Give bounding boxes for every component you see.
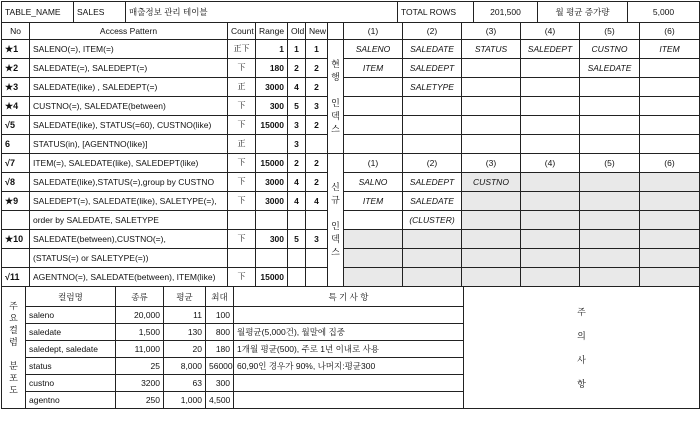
new-index-cell	[344, 249, 403, 268]
label-char: 포	[9, 372, 18, 383]
pattern-range: 3000	[256, 192, 288, 211]
pattern-range: 3000	[256, 78, 288, 97]
table-name-label: TABLE_NAME	[2, 2, 74, 23]
pattern-text: SALEDATE(like),STATUS(=),group by CUSTNO	[30, 173, 228, 192]
new-index-cell	[580, 249, 640, 268]
pattern-old: 3	[288, 116, 306, 135]
pattern-count: 正下	[228, 40, 256, 59]
current-index-cell: ITEM	[640, 40, 700, 59]
pattern-text: SALEDATE(between),CUSTNO(=),	[30, 230, 228, 249]
pattern-text: SALEDEPT(=), SALEDATE(like), SALETYPE(=),	[30, 192, 228, 211]
pattern-text: (STATUS(=) or SALETYPE(=))	[30, 249, 228, 268]
col-old: Old	[288, 23, 306, 40]
new-index-cell	[580, 211, 640, 230]
new-index-cell: CUSTNO	[462, 173, 521, 192]
new-index-cell	[521, 249, 580, 268]
label-char	[464, 366, 699, 378]
pattern-new: 2	[306, 59, 328, 78]
pattern-text: SALEDATE(like), STATUS(=60), CUSTNO(like)	[30, 116, 228, 135]
dist-col-column: 컬럼명	[26, 287, 116, 307]
pattern-old: 5	[288, 230, 306, 249]
pattern-no: ★2	[2, 59, 30, 78]
new-index-cell: (CLUSTER)	[403, 211, 462, 230]
new-index-cell	[580, 268, 640, 287]
dist-column: custno	[26, 375, 116, 392]
dist-kinds: 11,000	[116, 341, 164, 358]
dist-max: 100	[206, 307, 234, 324]
pattern-new: 2	[306, 78, 328, 97]
label-char	[464, 342, 699, 354]
pattern-old: 4	[288, 78, 306, 97]
label-char: 인	[331, 221, 340, 231]
dist-kinds: 25	[116, 358, 164, 375]
pattern-text: AGENTNO(=), SALEDATE(between), ITEM(like)	[30, 268, 228, 287]
label-char: 스	[331, 123, 340, 134]
current-index-cell	[580, 78, 640, 97]
distribution-header-row	[2, 287, 700, 307]
table-name-value: SALES	[74, 2, 126, 23]
pattern-row	[2, 78, 700, 97]
pattern-old: 4	[288, 173, 306, 192]
dist-column: saledate	[26, 324, 116, 341]
pattern-count: 下	[228, 154, 256, 173]
dist-avg: 1,000	[164, 392, 206, 409]
current-index-cell	[462, 116, 521, 135]
pattern-row	[2, 59, 700, 78]
label-char: 덱	[331, 234, 340, 244]
new-index-cell: SALEDATE	[403, 192, 462, 211]
monthly-growth-label: 월 평균 증가량	[538, 2, 628, 23]
dist-note	[234, 307, 464, 324]
pattern-count: 正	[228, 135, 256, 154]
dist-kinds: 1,500	[116, 324, 164, 341]
label-char: 현	[331, 58, 340, 69]
pattern-text: STATUS(in), [AGENTNO(like)]	[30, 135, 228, 154]
dist-note: 60,90인 경우가 90%, 나머지:평균300	[234, 358, 464, 375]
current-index-cell: SALENO	[344, 40, 403, 59]
dist-avg: 130	[164, 324, 206, 341]
new-index-cell	[640, 173, 700, 192]
label-char	[328, 207, 343, 220]
new-index-cell	[462, 249, 521, 268]
pattern-range: 180	[256, 59, 288, 78]
pattern-row	[2, 116, 700, 135]
col-new: New	[306, 23, 328, 40]
new-index-cell	[521, 211, 580, 230]
dist-col-max: 최대	[206, 287, 234, 307]
pattern-new: 1	[306, 40, 328, 59]
current-index-cell	[403, 135, 462, 154]
current-index-cell	[521, 116, 580, 135]
dist-note	[234, 375, 464, 392]
dist-kinds: 20,000	[116, 307, 164, 324]
label-char: 분	[9, 360, 18, 371]
access-pattern-table	[1, 22, 700, 287]
dist-kinds: 250	[116, 392, 164, 409]
pattern-row	[2, 154, 700, 173]
current-index-cell	[462, 59, 521, 78]
current-index-cell	[344, 78, 403, 97]
new-index-cell	[521, 268, 580, 287]
pattern-text: ITEM(=), SALEDATE(like), SALEDEPT(like)	[30, 154, 228, 173]
new-index-cell	[521, 192, 580, 211]
current-index-cell	[462, 135, 521, 154]
label-char	[2, 348, 25, 360]
current-index-cell: SALEDATE	[403, 40, 462, 59]
pattern-row	[2, 268, 700, 287]
pattern-new	[306, 268, 328, 287]
label-char: 사	[577, 354, 586, 365]
dist-max: 300	[206, 375, 234, 392]
current-index-cell	[640, 116, 700, 135]
label-char: 컬	[9, 324, 18, 335]
new-index-cell	[462, 268, 521, 287]
new-index-header: (2)	[403, 154, 462, 173]
new-index-header: (1)	[344, 154, 403, 173]
pattern-old: 5	[288, 97, 306, 116]
pattern-new: 3	[306, 97, 328, 116]
pattern-new	[306, 135, 328, 154]
pattern-range: 15000	[256, 268, 288, 287]
total-rows-value: 201,500	[474, 2, 538, 23]
current-index-cell	[462, 78, 521, 97]
pattern-old: 2	[288, 59, 306, 78]
label-char: 항	[577, 378, 586, 389]
dist-col-avg: 평균	[164, 287, 206, 307]
current-index-cell	[580, 135, 640, 154]
col-idx-2: (2)	[403, 23, 462, 40]
dist-avg: 63	[164, 375, 206, 392]
dist-avg: 8,000	[164, 358, 206, 375]
pattern-new: 2	[306, 173, 328, 192]
dist-kinds: 3200	[116, 375, 164, 392]
pattern-range	[256, 249, 288, 268]
pattern-no: ★3	[2, 78, 30, 97]
label-char: 도	[9, 384, 18, 395]
table-description: 매출정보 관리 테이블	[126, 2, 398, 23]
label-char: 덱	[331, 110, 340, 121]
dist-column: status	[26, 358, 116, 375]
pattern-row	[2, 211, 700, 230]
new-index-label	[328, 154, 344, 287]
pattern-text: SALENO(=), ITEM(=)	[30, 40, 228, 59]
pattern-text: CUSTNO(=), SALEDATE(between)	[30, 97, 228, 116]
pattern-no	[2, 211, 30, 230]
new-index-header: (3)	[462, 154, 521, 173]
header-table	[1, 1, 700, 23]
pattern-old: 1	[288, 40, 306, 59]
current-index-cell: CUSTNO	[580, 40, 640, 59]
col-access-pattern: Access Pattern	[30, 23, 228, 40]
current-index-cell	[521, 97, 580, 116]
label-char: 규	[331, 195, 340, 205]
pattern-text: SALEDATE(like) , SALEDEPT(=)	[30, 78, 228, 97]
pattern-range: 15000	[256, 154, 288, 173]
current-index-cell: SALEDATE	[580, 59, 640, 78]
col-spacer	[328, 23, 344, 40]
new-index-cell	[640, 192, 700, 211]
total-rows-label: TOTAL ROWS	[398, 2, 474, 23]
pattern-no: ★1	[2, 40, 30, 59]
new-index-cell	[580, 230, 640, 249]
current-index-cell	[462, 97, 521, 116]
pattern-count: 正	[228, 78, 256, 97]
pattern-new	[306, 211, 328, 230]
new-index-cell	[521, 230, 580, 249]
new-index-cell	[344, 268, 403, 287]
pattern-range	[256, 135, 288, 154]
col-idx-1: (1)	[344, 23, 403, 40]
new-index-cell	[462, 230, 521, 249]
dist-col-notes: 특 기 사 항	[234, 287, 464, 307]
col-count: Count	[228, 23, 256, 40]
current-index-cell	[521, 59, 580, 78]
pattern-range	[256, 211, 288, 230]
new-index-cell	[344, 211, 403, 230]
dist-max: 800	[206, 324, 234, 341]
pattern-row	[2, 249, 700, 268]
pattern-range: 15000	[256, 116, 288, 135]
pattern-row	[2, 173, 700, 192]
col-no: No	[2, 23, 30, 40]
new-index-cell	[403, 230, 462, 249]
pattern-no: √11	[2, 268, 30, 287]
pattern-old: 4	[288, 192, 306, 211]
col-range: Range	[256, 23, 288, 40]
dist-note	[234, 392, 464, 409]
pattern-text: SALEDATE(=), SALEDEPT(=)	[30, 59, 228, 78]
pattern-no: √7	[2, 154, 30, 173]
pattern-row	[2, 135, 700, 154]
pattern-count: 下	[228, 116, 256, 135]
new-index-cell	[640, 249, 700, 268]
col-idx-4: (4)	[521, 23, 580, 40]
col-idx-5: (5)	[580, 23, 640, 40]
new-index-cell	[403, 249, 462, 268]
current-index-cell: ITEM	[344, 59, 403, 78]
current-index-cell: SALEDEPT	[521, 40, 580, 59]
dist-column: saledept, saledate	[26, 341, 116, 358]
current-index-label	[328, 40, 344, 154]
pattern-count: 下	[228, 192, 256, 211]
pattern-count: 下	[228, 173, 256, 192]
new-index-cell	[462, 192, 521, 211]
label-char: 신	[331, 182, 340, 192]
pattern-range: 1	[256, 40, 288, 59]
current-index-cell	[580, 116, 640, 135]
current-index-cell: STATUS	[462, 40, 521, 59]
label-char: 주	[9, 300, 18, 311]
new-index-cell	[462, 211, 521, 230]
index-design-worksheet	[1, 1, 699, 434]
new-index-cell	[580, 173, 640, 192]
distribution-table	[1, 286, 700, 409]
pattern-old	[288, 268, 306, 287]
pattern-new: 3	[306, 230, 328, 249]
pattern-no	[2, 249, 30, 268]
dist-max: 56000	[206, 358, 234, 375]
dist-max: 180	[206, 341, 234, 358]
current-index-cell	[521, 78, 580, 97]
dist-note: 월평균(5,000건), 월말에 집중	[234, 324, 464, 341]
current-index-cell	[344, 116, 403, 135]
pattern-no: ★9	[2, 192, 30, 211]
label-char	[328, 84, 343, 97]
pattern-no: ★10	[2, 230, 30, 249]
new-index-cell	[640, 268, 700, 287]
dist-note: 1개월 평균(500), 주로 1년 이내로 사용	[234, 341, 464, 358]
new-index-cell	[403, 268, 462, 287]
new-index-cell	[640, 211, 700, 230]
monthly-growth-value: 5,000	[628, 2, 700, 23]
new-index-cell	[344, 230, 403, 249]
new-index-cell: SALEDEPT	[403, 173, 462, 192]
current-index-cell	[640, 97, 700, 116]
label-char: 주	[577, 306, 586, 317]
col-idx-3: (3)	[462, 23, 521, 40]
current-index-cell	[403, 116, 462, 135]
pattern-range: 300	[256, 230, 288, 249]
column-header-row	[2, 23, 700, 40]
current-index-cell: SALETYPE	[403, 78, 462, 97]
pattern-count: 下	[228, 268, 256, 287]
pattern-new: 2	[306, 116, 328, 135]
new-index-cell: ITEM	[344, 192, 403, 211]
caution-label	[464, 287, 700, 409]
pattern-old: 2	[288, 154, 306, 173]
current-index-cell	[640, 78, 700, 97]
label-char: 스	[331, 247, 340, 257]
label-char: 의	[577, 330, 586, 341]
dist-column: agentno	[26, 392, 116, 409]
distribution-side-label	[2, 287, 26, 409]
pattern-row	[2, 192, 700, 211]
pattern-new: 2	[306, 154, 328, 173]
new-index-cell	[521, 173, 580, 192]
label-char: 인	[331, 97, 340, 108]
dist-avg: 20	[164, 341, 206, 358]
current-index-cell	[521, 135, 580, 154]
dist-avg: 11	[164, 307, 206, 324]
dist-column: saleno	[26, 307, 116, 324]
current-index-cell	[580, 97, 640, 116]
new-index-header: (6)	[640, 154, 700, 173]
pattern-old: 3	[288, 135, 306, 154]
new-index-cell	[580, 192, 640, 211]
current-index-cell	[640, 59, 700, 78]
pattern-no: 6	[2, 135, 30, 154]
pattern-new	[306, 249, 328, 268]
col-idx-6: (6)	[640, 23, 700, 40]
pattern-count	[228, 211, 256, 230]
pattern-count	[228, 249, 256, 268]
current-index-cell	[344, 97, 403, 116]
label-char: 럼	[9, 336, 18, 347]
pattern-count: 下	[228, 59, 256, 78]
pattern-new: 4	[306, 192, 328, 211]
pattern-no: √8	[2, 173, 30, 192]
pattern-count: 下	[228, 230, 256, 249]
pattern-row	[2, 97, 700, 116]
current-index-cell	[403, 97, 462, 116]
pattern-count: 下	[228, 97, 256, 116]
new-index-header: (5)	[580, 154, 640, 173]
current-index-cell	[640, 135, 700, 154]
pattern-row	[2, 230, 700, 249]
new-index-cell: SALNO	[344, 173, 403, 192]
label-char: 요	[9, 312, 18, 323]
pattern-row	[2, 40, 700, 59]
dist-col-kinds: 종류	[116, 287, 164, 307]
pattern-range: 300	[256, 97, 288, 116]
current-index-cell: SALEDEPT	[403, 59, 462, 78]
label-char: 행	[331, 71, 340, 82]
current-index-cell	[344, 135, 403, 154]
pattern-no: ★4	[2, 97, 30, 116]
pattern-old	[288, 249, 306, 268]
new-index-cell	[640, 230, 700, 249]
pattern-range: 3000	[256, 173, 288, 192]
new-index-header: (4)	[521, 154, 580, 173]
pattern-text: order by SALEDATE, SALETYPE	[30, 211, 228, 230]
dist-max: 4,500	[206, 392, 234, 409]
label-char	[464, 318, 699, 330]
pattern-no: √5	[2, 116, 30, 135]
pattern-old	[288, 211, 306, 230]
